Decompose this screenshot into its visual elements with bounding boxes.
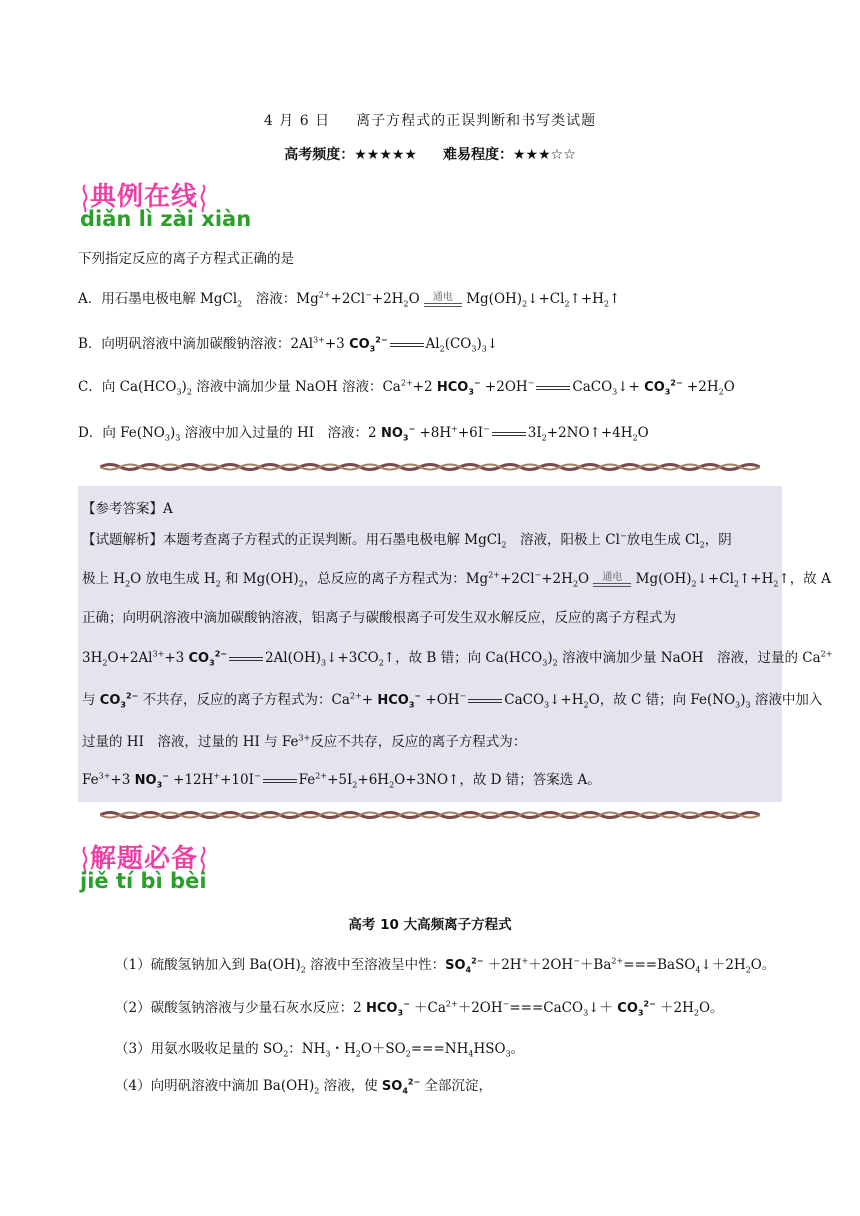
title-topic: 离子方程式的正误判断和书写类试题 [356,113,597,129]
title-date: 4 月 6 日 [263,113,331,129]
ornamental-divider [100,810,760,820]
section-title: 高考 10 大高频离子方程式 [348,917,512,933]
banner-solving [80,838,208,893]
answer-line: 【参考答案】A [82,501,173,517]
option-d: D．向 $Fe(NO_3)_3$ 溶液中加入过量的 HI 溶液：2 $NO_3^- +8H^++6I^-$ $3I_2+2NO↑+4H_2O$ [78,424,649,443]
frequency-rating: 高考频度：★★★★★ [284,147,417,163]
electrolysis-arrow: 通电 [424,293,462,307]
analysis-line-5: 与 $CO_3^{2-}$ 不共存，反应的离子方程式为：$Ca^{2+}+ HCO_3^- +OH^-$ $CaCO_3↓+H_2O$，故 C 错；向 $Fe(NO_3)_3$ 溶液中加入 [82,691,823,710]
formula-item-1: （1）硫酸氢钠加入到 $Ba(OH)_2$ 溶液中至溶液呈中性：$SO_4^{2-}$ $+2H^++2OH^-+Ba^{2+}===BaSO_4↓+2H_2O$。 [115,956,776,975]
analysis-line-3: 正确；向明矾溶液中滴加碳酸钠溶液，铝离子与碳酸根离子可发生双水解反应，反应的离子方程式为 [82,610,676,626]
analysis-line-2: 极上 $H_2O$ 放电生成 $H_2$ 和 $Mg(OH)_2$，总反应的离子方程式为：$Mg^{2+}+2Cl^-+2H_2O$ 通电 $Mg(OH)_2↓+Cl_2↑+H_2↑$，故 A [82,570,831,589]
option-b: B．向明矾溶液中滴加碳酸钠溶液：$2Al^{3+}+3$ $CO_3^{2-}$ $Al_2(CO_3)_3↓$ [78,335,499,354]
option-c: C．向 $Ca(HCO_3)_2$ 溶液中滴加少量 NaOH 溶液：$Ca^{2+}+2$ $HCO_3^- +2OH^-$ CaCO$_3$↓+ $CO_3^{2-} +2H_2O$ [78,378,735,397]
analysis-line-4: $3H_2O+2Al^{3+}+3$ $CO_3^{2-}$ $2Al(OH)_3↓+3CO_2↑$，故 B 错；向 $Ca(HCO_3)_2$ 溶液中滴加少量 NaOH 溶液，过量的 $Ca^{2+}$ [82,649,833,668]
formula-item-3: （3）用氨水吸收足量的 $SO_2$：$NH_3$・$H_2O+SO_2===NH_4HSO_3$。 [115,1041,525,1059]
banner-solving-pinyin: jiě tí bì bèi [80,869,207,893]
analysis-line-6: 过量的 HI 溶液，过量的 HI 与 $Fe^{3+}$反应不共存，反应的离子方程式为： [82,733,527,750]
ornamental-divider [100,462,760,472]
banner-example [80,176,251,231]
option-a: A．用石墨电极电解 MgCl$_2$ 溶液：$Mg^{2+}+2Cl^-+2H_2O$ 通电 $Mg(OH)_2↓+Cl_2↑+H_2↑$ [78,290,621,309]
formula-item-2: （2）碳酸氢钠溶液与少量石灰水反应：2 $HCO_3^-$ $+Ca^{2+}+2OH^-===CaCO_3↓+ CO_3^{2-} +2H_2O$。 [115,999,724,1018]
analysis-line-7: $Fe^{3+}+3$ $NO_3^- +12H^++10I^-$ $Fe^{2+}+5I_2+6H_2O+3NO↑$，故 D 错；答案选 A。 [82,771,601,790]
banner-example-title: 典例在线 [90,182,199,212]
formula-item-4: （4）向明矾溶液中滴加 $Ba(OH)_2$ 溶液，使 $SO_4^{2-}$ 全部沉淀， [115,1077,492,1096]
difficulty-rating: 难易程度：★★★☆☆ [443,147,576,163]
analysis-line-1: 【试题解析】本题考查离子方程式的正误判断。用石墨电极电解 MgCl$_2$ 溶液，阳极上 Cl−放电生成 $Cl_2$，阴 [82,531,732,550]
rating-line [0,144,860,164]
banner-solving-title: 解题必备 [90,844,199,874]
page-title [0,110,860,130]
question-stem: 下列指定反应的离子方程式正确的是 [78,251,294,267]
banner-example-pinyin: diǎn lì zài xiàn [80,207,252,231]
